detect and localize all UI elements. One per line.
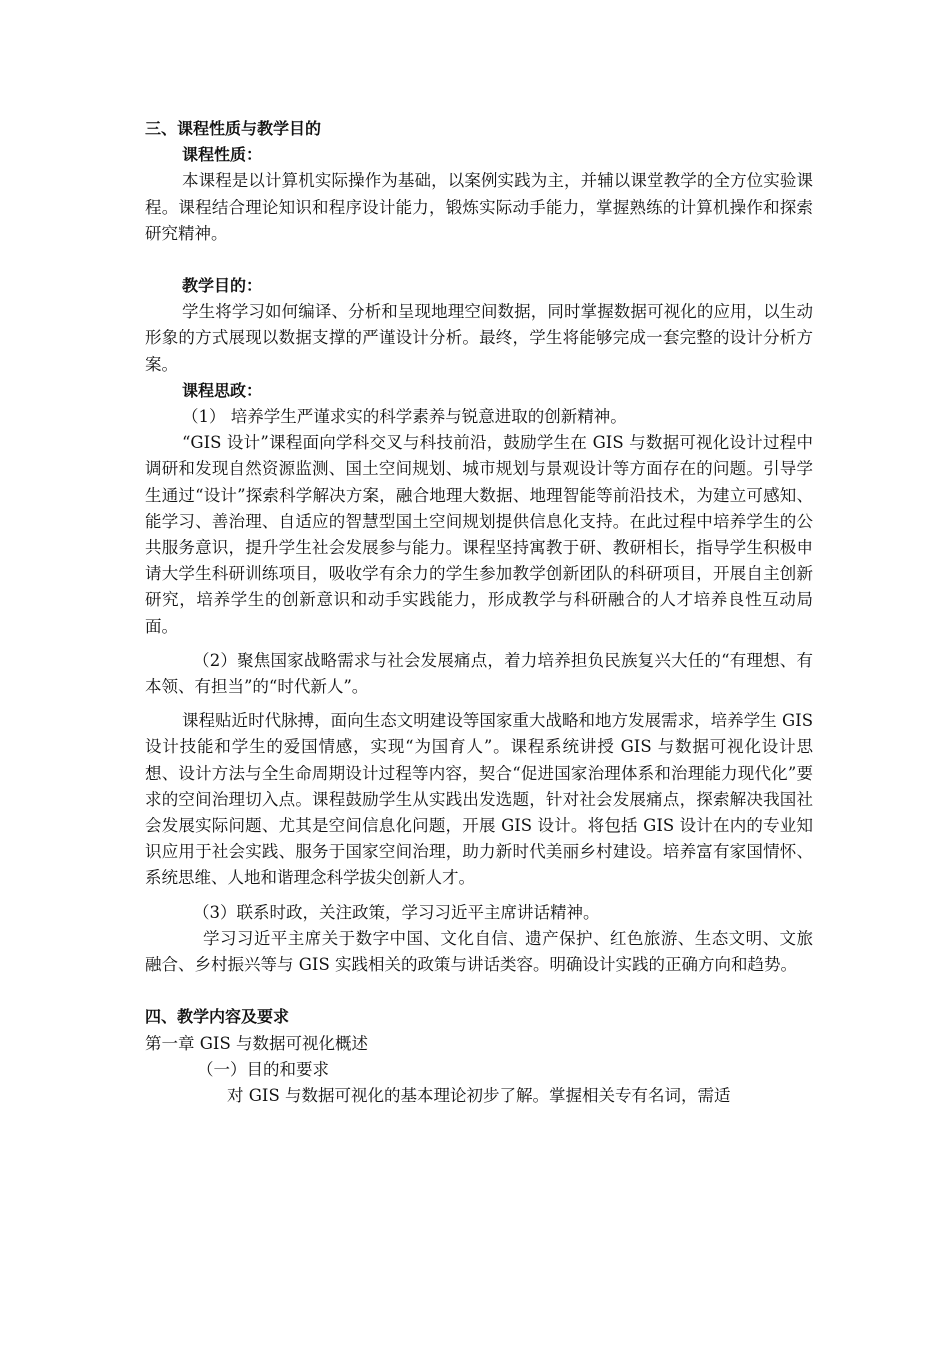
item2-text: 课程贴近时代脉搏，面向生态文明建设等国家重大战略和地方发展需求，培养学生 GIS 设计技能和学生的爱国情感，实现“为国育人”。课程系统讲授 GIS 与数据可视化设计思想、设计方法与全生命周期设计过程等内容，契合“促进国家治理体系和治理能力现代化”要求的空间治理切入点。课程鼓励学生从实践出发选题，针对社会发展痛点，探索解决我国社会发展实际问题、尤其是空间信息化问题，开展 GIS 设计。将包括 GIS 设计在内的专业知识应用于社会实践、服务于国家空间治理，助力新时代美丽乡村建设。培养富有家国情怀、系统思维、人地和谐理念科学拔尖创新人才。 bbox=[145, 711, 813, 888]
item1-title: （1） 培养学生严谨求实的科学素养与锐意进取的创新精神。 bbox=[182, 407, 627, 427]
chapter1-sub1-text: 对 GIS 与数据可视化的基本理论初步了解。掌握相关专有名词，需适 bbox=[227, 1085, 731, 1105]
spacer bbox=[145, 247, 813, 273]
item2-title: （2）聚焦国家战略需求与社会发展痛点，着力培养担负民族复兴大任的“有理想、有本领、有担当”的“时代新人”。 bbox=[145, 650, 813, 697]
section3-heading: 三、课程性质与教学目的 bbox=[145, 119, 322, 138]
item1-text: “GIS 设计”课程面向学科交叉与科技前沿，鼓励学生在 GIS 与数据可视化设计过程中调研和发现自然资源监测、国土空间规划、城市规划与景观设计等方面存在的问题。引导学生通过“设计”探索科学解决方案，融合地理大数据、地理智能等前沿技术，为建立可感知、能学习、善治理、自适应的智慧型国土空间规划提供信息化支持。在此过程中培养学生的公共服务意识，提升学生社会发展参与能力。课程坚持寓教于研、教研相长，指导学生积极申请大学生科研训练项目，吸收学有余力的学生参加教学创新团队的科研项目，开展自主创新研究，培养学生的创新意识和动手实践能力，形成教学与科研融合的人才培养良性互动局面。 bbox=[145, 433, 813, 636]
spacer bbox=[145, 978, 813, 1004]
spacer bbox=[145, 640, 813, 648]
teaching-goal-text: 学生将学习如何编译、分析和呈现地理空间数据，同时掌握数据可视化的应用，以生动形象的方式展现以数据支撑的严谨设计分析。最终，学生将能够完成一套完整的设计分析方案。 bbox=[145, 302, 813, 374]
course-nature-title: 课程性质： bbox=[182, 145, 263, 165]
chapter1-title: 第一章 GIS 与数据可视化概述 bbox=[145, 1033, 368, 1053]
chapter1-sub1-title: （一）目的和要求 bbox=[197, 1059, 329, 1079]
course-nature-text: 本课程是以计算机实际操作为基础，以案例实践为主，并辅以课堂教学的全方位实验课程。课程结合理论知识和程序设计能力，锻炼实际动手能力，掌握熟练的计算机操作和探索研究精神。 bbox=[145, 171, 813, 243]
section4-heading: 四、教学内容及要求 bbox=[145, 1007, 290, 1027]
spacer bbox=[145, 892, 813, 900]
document-page bbox=[145, 116, 813, 1109]
ideology-title: 课程思政： bbox=[182, 380, 263, 400]
teaching-goal-title: 教学目的： bbox=[182, 276, 263, 296]
spacer bbox=[145, 700, 813, 708]
item3-title: （3）联系时政，关注政策，学习习近平主席讲话精神。 bbox=[193, 902, 600, 922]
item3-text: 学习习近平主席关于数字中国、文化自信、遗产保护、红色旅游、生态文明、文旅融合、乡村振兴等与 GIS 实践相关的政策与讲话类容。明确设计实践的正确方向和趋势。 bbox=[145, 928, 813, 975]
